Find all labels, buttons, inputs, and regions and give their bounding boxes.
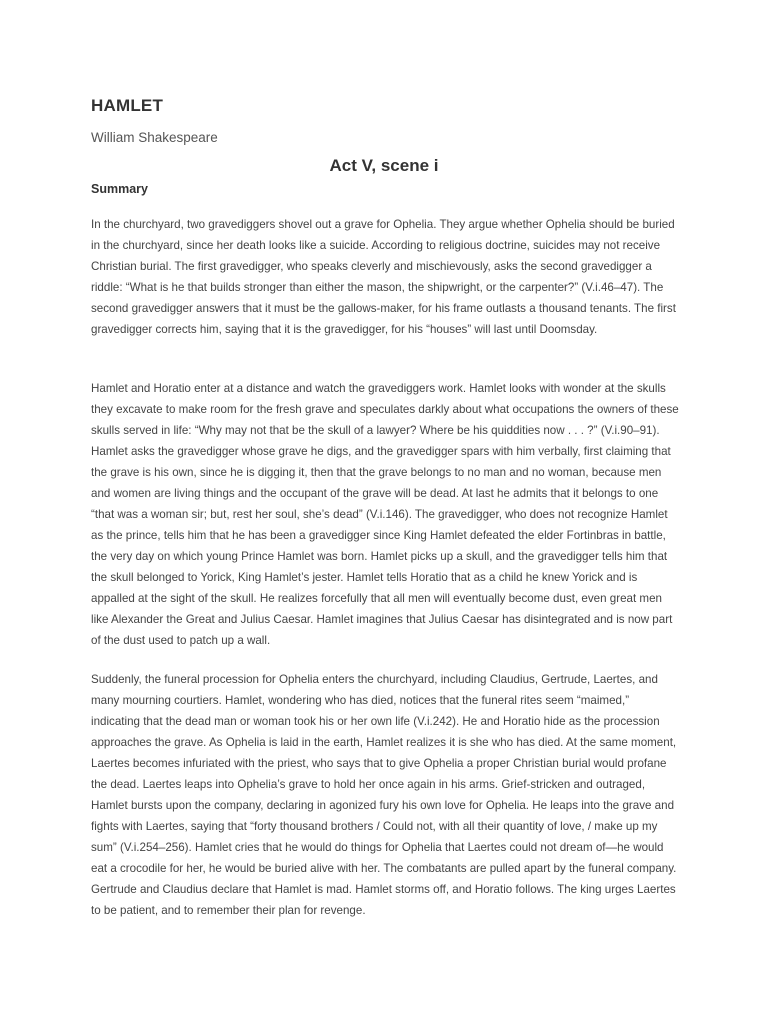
summary-paragraph: In the churchyard, two gravediggers shovel out a grave for Ophelia. They argue whether Ophelia should be buried in the churchyard, since her death looks like a suicide. According to religious doctrine, suicides may not receive Christian burial. The first gravedigger, who speaks cleverly and mischievously, asks the second gravedigger a riddle: “What is he that builds stronger than either the mason, the shipwright, or the carpenter?” (V.i.46–47). The second gravedigger answers that it must be the gallows-maker, for his frame outlasts a thousand tenants. The first gravedigger corrects him, saying that it is the gravedigger, for his “houses” will last until Doomsday. bbox=[91, 218, 676, 336]
summary-paragraph: Hamlet and Horatio enter at a distance and watch the gravediggers work. Hamlet looks with wonder at the skulls they excavate to make room for the fresh grave and speculates darkly about what occupations the owners of these skulls served in life: “Why may not that be the skull of a lawyer? Where be his quiddities now . . . ?” (V.i.90–91). Hamlet asks the gravedigger whose grave he digs, and the gravedigger spars with him verbally, first claiming that the grave is his own, since he is digging it, then that the grave belongs to no man and no woman, because men and women are living things and the occupant of the grave will be dead. At last he admits that it belongs to one “that was a woman sir; but, rest her soul, she’s dead” (V.i.146). The gravedigger, who does not recognize Hamlet as the prince, tells him that he has been a gravedigger since King Hamlet defeated the elder Fortinbras in battle, the very day on which young Prince Hamlet was born. Hamlet picks up a skull, and the gravedigger tells him that the skull belonged to Yorick, King Hamlet’s jester. Hamlet tells Horatio that as a child he knew Yorick and is appalled at the sight of the skull. He realizes forcefully that all men will eventually become dust, even great men like Alexander the Great and Julius Caesar. Hamlet imagines that Julius Caesar has disintegrated and is now part of the dust used to patch up a wall. bbox=[91, 382, 679, 647]
summary-paragraph: Suddenly, the funeral procession for Ophelia enters the churchyard, including Claudius, Gertrude, Laertes, and many mourning courtiers. Hamlet, wondering who has died, notices that the funeral rites seem “maimed,” indicating that the dead man or woman took his or her own life (V.i.242). He and Horatio hide as the procession approaches the grave. As Ophelia is laid in the earth, Hamlet realizes it is she who has died. At the same moment, Laertes becomes infuriated with the priest, who says that to give Ophelia a proper Christian burial would profane the dead. Laertes leaps into Ophelia’s grave to hold her once again in his arms. Grief-stricken and outraged, Hamlet bursts upon the company, declaring in agonized fury his own love for Ophelia. He leaps into the grave and fights with Laertes, saying that “forty thousand brothers / Could not, with all their quantity of love, / make up my sum” (V.i.254–256). Hamlet cries that he would do things for Ophelia that Laertes could not dream of—he would eat a crocodile for her, he would be buried alive with her. The combatants are pulled apart by the funeral company. Gertrude and Claudius declare that Hamlet is mad. Hamlet storms off, and Horatio follows. The king urges Laertes to be patient, and to remember their plan for revenge. bbox=[91, 673, 677, 917]
summary-heading: Summary bbox=[91, 182, 148, 196]
section-title: Act V, scene i bbox=[329, 156, 439, 175]
book-title: HAMLET bbox=[91, 96, 164, 115]
author-name: William Shakespeare bbox=[91, 130, 218, 145]
